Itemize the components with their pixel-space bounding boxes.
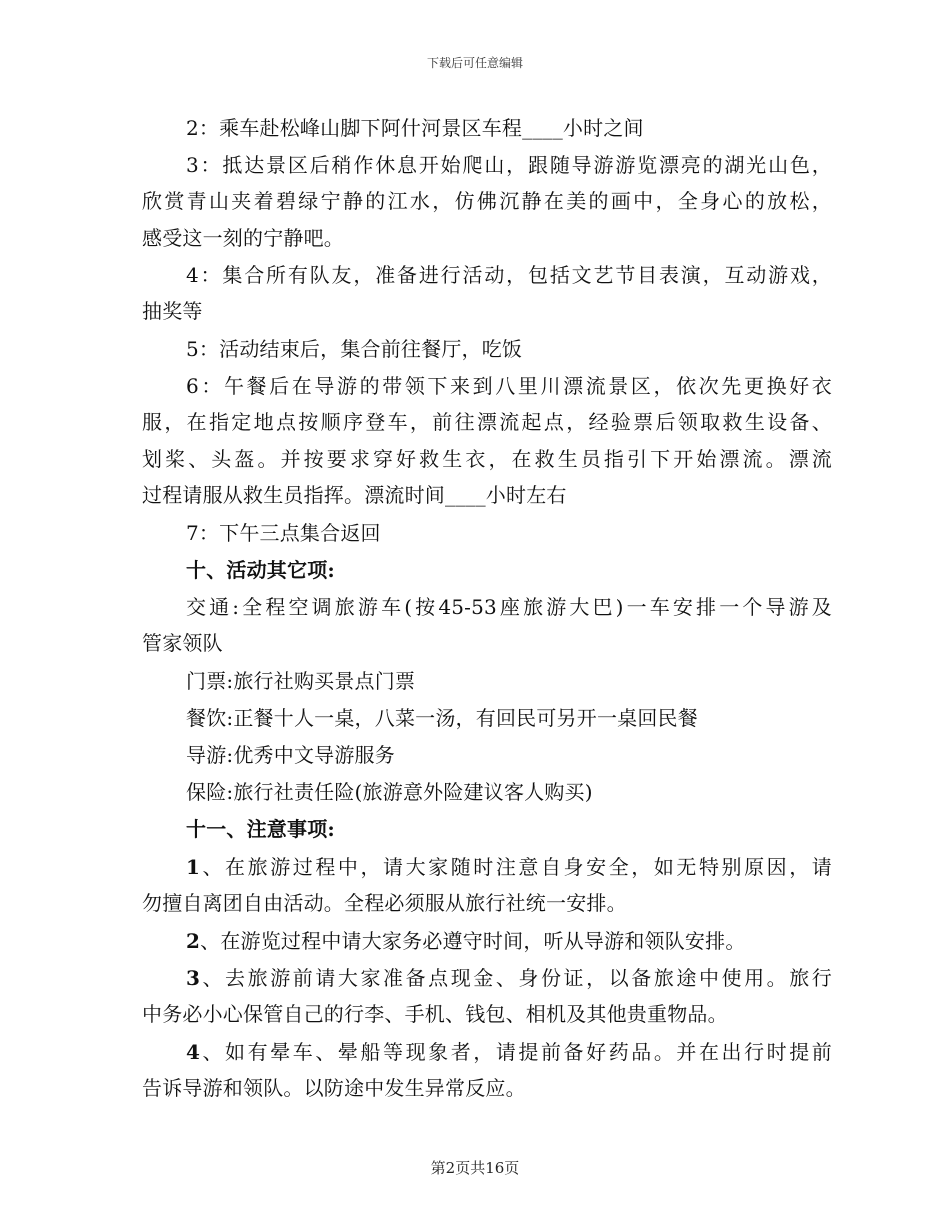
note-2-number: 2 [186,929,201,953]
transport-line-2: 管家领队 [142,631,223,655]
note-3-text: 、去旅游前请大家准备点现金、身份证，以备旅途中使用。旅行 [200,966,832,990]
section-10-heading: 十、活动其它项: [186,558,335,582]
page-footer: 第2页共16页 [430,1159,520,1177]
schedule-item-4-line-1: 4：集合所有队友，准备进行活动，包括文艺节目表演，互动游戏， [186,263,832,287]
note-4-line-1 [186,1039,832,1065]
meals-line: 餐饮:正餐十人一桌，八菜一汤，有回民可另开一桌回民餐 [186,706,698,730]
schedule-item-2: 2：乘车赴松峰山脚下阿什河景区车程____小时之间 [186,116,644,140]
note-4-number: 4 [186,1040,201,1064]
page-header: 下载后可任意编辑 [426,56,523,70]
note-3-line-1 [186,965,832,991]
schedule-item-4-line-2: 抽奖等 [142,299,203,323]
schedule-item-6-line-2: 服，在指定地点按顺序登车，前往漂流起点，经验票后领取救生设备、 [142,410,832,434]
tickets-line: 门票:旅行社购买景点门票 [186,669,416,693]
note-1-number: 1 [186,855,201,879]
schedule-item-5: 5：活动结束后，集合前往餐厅，吃饭 [186,337,523,361]
schedule-item-6-line-4: 过程请服从救生员指挥。漂流时间____小时左右 [142,483,567,507]
schedule-item-7: 7：下午三点集合返回 [186,521,381,545]
schedule-item-3-line-1: 3：抵达景区后稍作休息开始爬山，跟随导游游览漂亮的湖光山色， [186,153,832,177]
note-2-line-1 [186,928,832,954]
note-2-text: 、在游览过程中请大家务必遵守时间，听从导游和领队安排。 [200,929,746,953]
insurance-line: 保险:旅行社责任险(旅游意外险建议客人购买) [186,780,593,804]
note-1-line-1 [186,854,832,880]
schedule-item-6-line-1: 6：午餐后在导游的带领下来到八里川漂流景区，依次先更换好衣 [186,374,832,398]
note-4-text: 、如有晕车、晕船等现象者，请提前备好药品。并在出行时提前 [200,1040,832,1064]
note-3-number: 3 [186,966,201,990]
note-4-line-2: 告诉导游和领队。以防途中发生异常反应。 [142,1076,526,1100]
note-3-line-2: 中务必小心保管自己的行李、手机、钱包、相机及其他贵重物品。 [142,1002,728,1026]
note-1-line-2: 勿擅自离团自由活动。全程必须服从旅行社统一安排。 [142,891,627,915]
note-1-text: 、在旅游过程中，请大家随时注意自身安全，如无特别原因，请 [200,855,832,879]
schedule-item-6-line-3: 划桨、头盔。并按要求穿好救生衣，在救生员指引下开始漂流。漂流 [142,447,832,471]
guide-line: 导游:优秀中文导游服务 [186,743,395,767]
schedule-item-3-line-2: 欣赏青山夹着碧绿宁静的江水，仿佛沉静在美的画中，全身心的放松， [142,189,832,213]
section-11-heading: 十一、注意事项: [186,817,335,841]
schedule-item-3-line-3: 感受这一刻的宁静吧。 [142,226,344,250]
transport-line-1: 交通:全程空调旅游车(按45-53座旅游大巴)一车安排一个导游及 [186,595,832,619]
